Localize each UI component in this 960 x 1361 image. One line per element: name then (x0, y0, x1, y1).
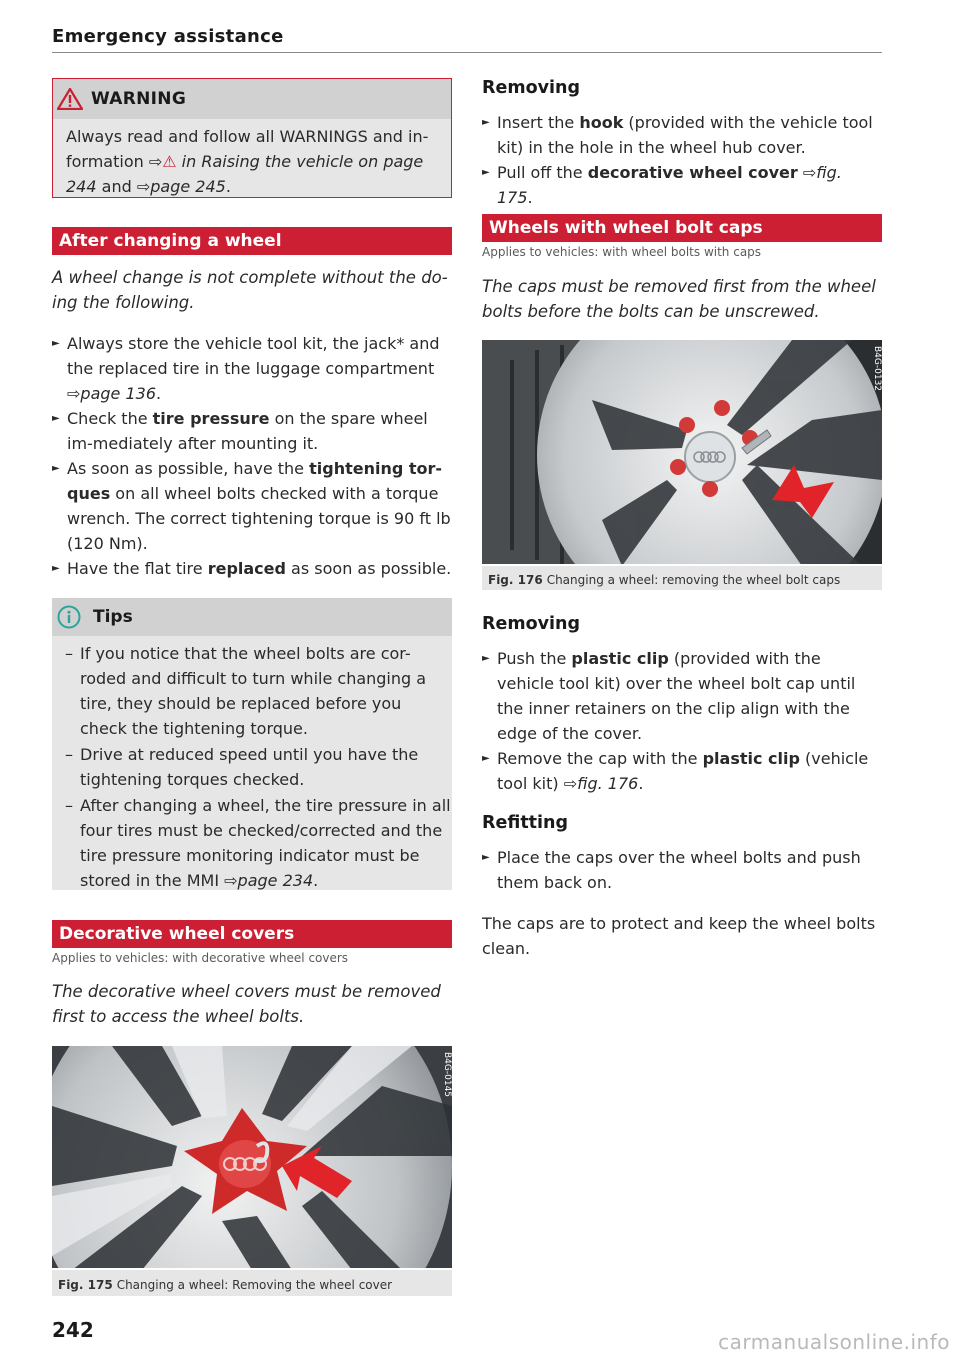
list-item (482, 646, 882, 746)
list-item (52, 556, 452, 581)
bullet-text: Remove the cap with the (497, 749, 703, 768)
bullet-bold: plastic clip (571, 649, 669, 668)
bullet-bold: decorative wheel cover (587, 163, 798, 182)
page-title: Emergency assistance (52, 26, 284, 47)
wheel-cover-image (52, 1046, 452, 1270)
figure-code: B4G-0132 (872, 346, 882, 392)
warning-box (52, 78, 452, 198)
bullet-text: Insert the (497, 113, 580, 132)
tip-text: After changing a wheel, the tire pressure in all four tires must be checked/corrected and the tire pressure monitoring indicator must be stored in the MMI (80, 796, 451, 890)
list-item (482, 160, 882, 210)
warning-link-raising[interactable]: in Raising the vehicle on page 244 (66, 152, 424, 196)
caps-intro: The caps must be removed first from the wheel bolts before the bolts can be unscrewed. (482, 277, 876, 321)
list-item (52, 331, 452, 406)
after-intro: A wheel change is not complete without the do-ing the following. (52, 268, 448, 312)
list-item (482, 746, 882, 796)
warning-text (53, 119, 451, 199)
bullet-bold: replaced (207, 559, 286, 578)
arrow-icon: ⇨ (148, 152, 163, 171)
warning-text-and: and (96, 177, 137, 196)
bullet-text: As soon as possible, have the (67, 459, 310, 478)
bullet-text: on all wheel bolts checked with a torque wrench. The correct tightening torque is 90 ft lb (120 Nm). (67, 484, 451, 553)
bullet-text: Push the (497, 649, 572, 668)
after-bullet-list (52, 331, 452, 581)
watermark: carmanualsonline.info (718, 1330, 950, 1354)
page-number: 242 (52, 1318, 94, 1342)
warning-text-end: . (225, 177, 231, 196)
warning-link-page-245[interactable]: ⇨page 245 (136, 177, 226, 196)
bullet-text-end: . (156, 384, 162, 403)
link-page-234[interactable]: ⇨page 234 (224, 871, 314, 890)
bullet-text: Pull off the (497, 163, 588, 182)
bullet-bold: hook (579, 113, 624, 132)
refitting-list (482, 845, 882, 895)
list-item (52, 793, 452, 893)
page-header (52, 24, 882, 49)
section-heading-decorative-covers: Decorative wheel covers (52, 920, 452, 948)
section-heading-bolt-caps: Wheels with wheel bolt caps (482, 214, 882, 242)
header-divider (52, 52, 882, 53)
bullet-text: (provided with the vehicle tool kit) over the wheel bolt cap until the inner retainers on the clip align with the edge of the cover. (497, 649, 856, 743)
list-item: – If you notice that the wheel bolts are cor-roded and difficult to turn while changing a tire, they should be replaced before you check the tightening torque. (52, 641, 452, 741)
link-fig-176[interactable]: ⇨fig. 176 (563, 774, 639, 793)
bullet-text: as soon as possible. (285, 559, 452, 578)
applies-to-caps: Applies to vehicles: with wheel bolts with caps (482, 245, 762, 259)
figure-176-caption (488, 572, 840, 588)
bullet-text: (provided with the vehicle tool kit) in the hole in the wheel hub cover. (497, 113, 873, 157)
covers-intro: The decorative wheel covers must be removed first to access the wheel bolts. (52, 982, 441, 1026)
figure-code: B4G-0145 (442, 1052, 452, 1098)
bullet-bold: tightening tor-ques (67, 459, 443, 503)
bullet-text: Check the (67, 409, 153, 428)
bullet-text-end: . (527, 188, 533, 207)
bullet-text: Have the flat tire (67, 559, 208, 578)
bullet-text: on the spare wheel im-mediately after mounting it. (67, 409, 428, 453)
bullet-text-end: . (638, 774, 644, 793)
bullet-bold: plastic clip (702, 749, 800, 768)
figure-176 (482, 340, 882, 590)
bullet-bold: tire pressure (152, 409, 270, 428)
bullet-text: Always store the vehicle tool kit, the jack* and the replaced tire in the luggage compartment (67, 334, 440, 378)
warning-header (53, 79, 451, 119)
figure-175-caption (58, 1277, 392, 1293)
bullet-text: (vehicle tool kit) (497, 749, 869, 793)
list-item (52, 406, 452, 456)
removing-2-list (482, 646, 882, 796)
warning-triangle-icon (57, 88, 83, 110)
wheel-bolt-caps-image (482, 340, 882, 566)
warning-title: WARNING (91, 88, 187, 109)
applies-to-covers: Applies to vehicles: with decorative wheel covers (52, 951, 349, 965)
subheading-refitting: Refitting (482, 813, 569, 833)
list-item (52, 456, 452, 556)
figure-175 (52, 1046, 452, 1296)
closing-paragraph: The caps are to protect and keep the wheel bolts clean. (482, 914, 876, 958)
figure-caption-text: Changing a wheel: Removing the wheel cover (116, 1278, 393, 1292)
subheading-removing-1: Removing (482, 78, 580, 98)
warning-text-part: Always read and follow all WARNINGS and in-formation (66, 127, 429, 171)
figure-label: Fig. 175 (58, 1278, 113, 1292)
tips-box (52, 598, 452, 890)
section-heading-after-changing: After changing a wheel (52, 227, 452, 255)
figure-caption-text: Changing a wheel: removing the wheel bolt caps (546, 573, 841, 587)
tips-header (52, 598, 452, 636)
figure-label: Fig. 176 (488, 573, 543, 587)
list-item: – Drive at reduced speed until you have the tightening torques checked. (52, 742, 452, 792)
warning-small-icon: ⚠ (162, 152, 177, 171)
list-item: ► Place the caps over the wheel bolts and push them back on. (482, 845, 882, 895)
link-page-136[interactable]: ⇨page 136 (67, 384, 156, 403)
info-icon (57, 605, 81, 629)
list-item (482, 110, 882, 160)
tips-list (52, 636, 452, 893)
tip-text-end: . (313, 871, 319, 890)
subheading-removing-2: Removing (482, 614, 580, 634)
tips-title: Tips (93, 606, 133, 627)
removing-1-list (482, 110, 882, 210)
link-fig-175[interactable]: ⇨fig. 175 (497, 163, 842, 207)
